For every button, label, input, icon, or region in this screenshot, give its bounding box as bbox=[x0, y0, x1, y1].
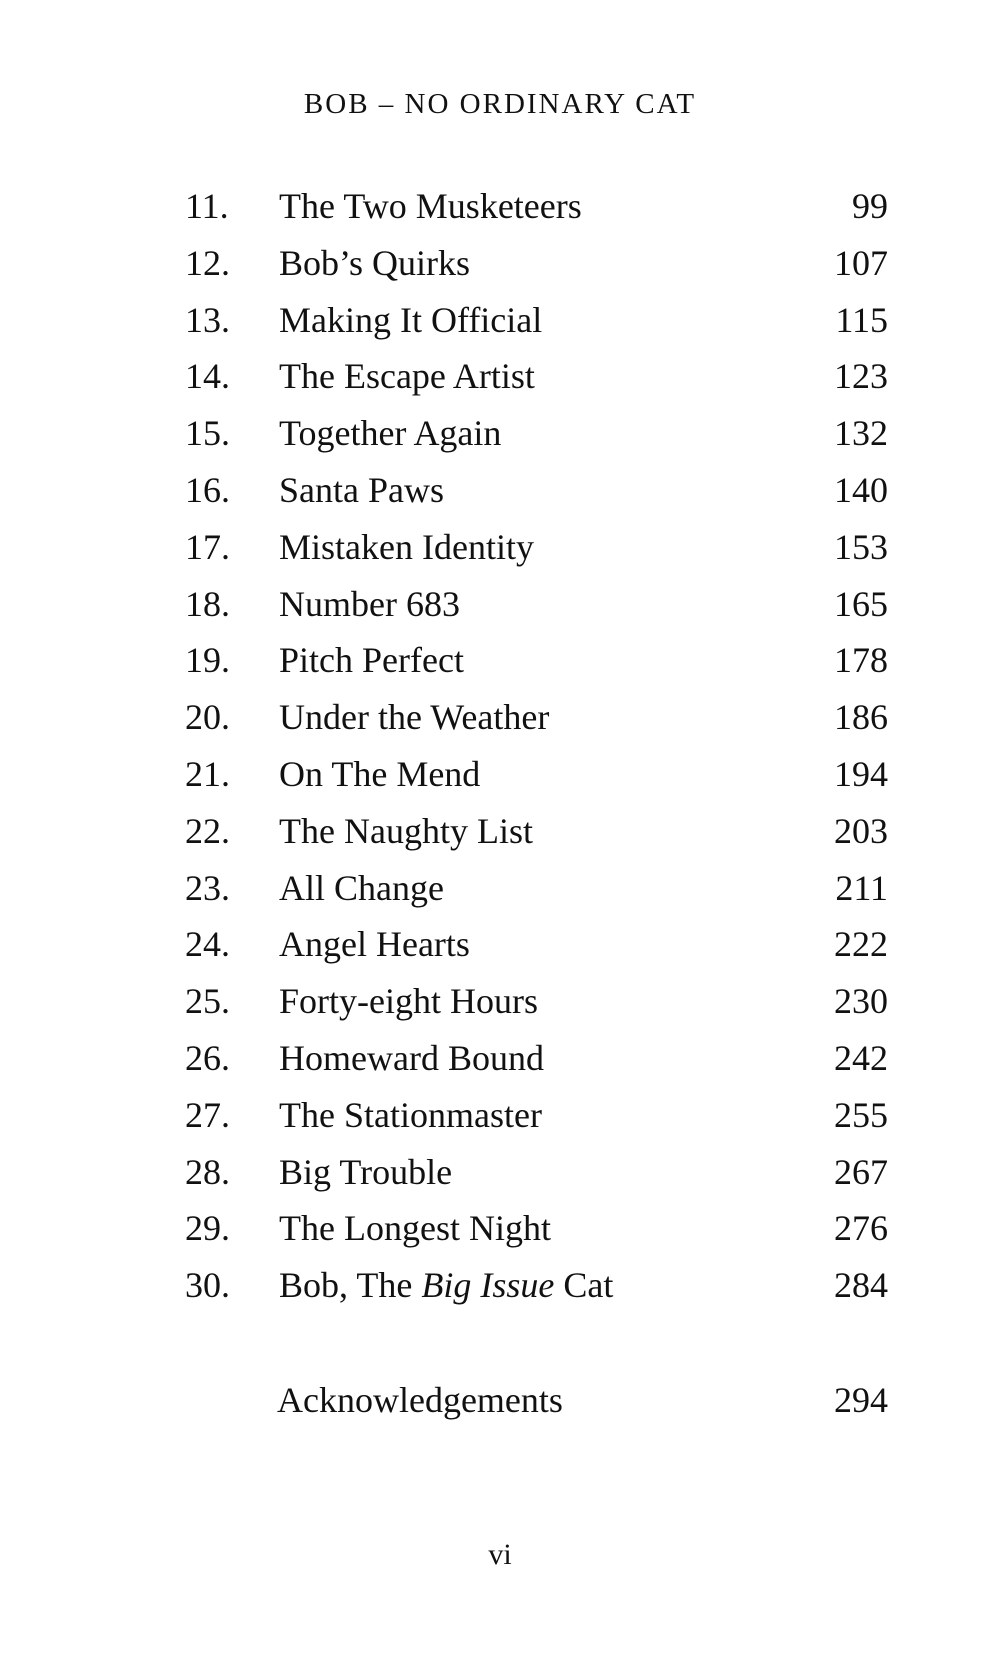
chapter-title: The Stationmaster bbox=[279, 1094, 542, 1135]
page-number: 107 bbox=[834, 242, 888, 283]
chapter-title: Under the Weather bbox=[279, 697, 550, 738]
chapter-title: Bob’s Quirks bbox=[279, 242, 471, 283]
page-number: 165 bbox=[834, 583, 888, 624]
page-number: 99 bbox=[852, 186, 888, 226]
page-number: 132 bbox=[834, 413, 888, 454]
chapter-title: Santa Paws bbox=[279, 469, 444, 510]
chapter-title-suffix: Cat bbox=[554, 1265, 614, 1306]
chapter-title: Angel Hearts bbox=[279, 924, 470, 965]
toc-entry bbox=[0, 916, 1000, 973]
chapter-title: The Longest Night bbox=[279, 1208, 551, 1249]
chapter-title: Homeward Bound bbox=[279, 1037, 544, 1078]
toc-entry bbox=[0, 348, 1000, 405]
toc-entry bbox=[0, 1087, 1000, 1144]
page-number: 186 bbox=[834, 697, 888, 738]
toc-entry bbox=[0, 1030, 1000, 1087]
toc-entry bbox=[0, 1200, 1000, 1257]
toc-entry bbox=[0, 292, 1000, 349]
toc-entry bbox=[0, 519, 1000, 576]
chapter-number: 20. bbox=[185, 697, 230, 738]
chapter-number: 24. bbox=[185, 924, 230, 965]
page-number: 242 bbox=[834, 1037, 888, 1078]
chapter-title: The Escape Artist bbox=[279, 356, 535, 397]
chapter-number: 19. bbox=[185, 640, 230, 681]
acknowledgements-page-number: 294 bbox=[834, 1380, 888, 1420]
chapter-title: The Naughty List bbox=[279, 810, 533, 851]
acknowledgements-title: Acknowledgements bbox=[277, 1380, 563, 1420]
chapter-number: 11. bbox=[185, 186, 229, 226]
toc-entry bbox=[0, 746, 1000, 803]
page-number: 267 bbox=[834, 1151, 888, 1192]
toc-entry bbox=[0, 860, 1000, 917]
chapter-title-italic: Big Issue bbox=[421, 1265, 555, 1306]
page-folio: vi bbox=[488, 1538, 512, 1571]
acknowledgements-entry bbox=[0, 1372, 1000, 1428]
page-number: 194 bbox=[834, 753, 888, 794]
page-number: 230 bbox=[834, 981, 888, 1022]
chapter-number: 26. bbox=[185, 1037, 230, 1078]
toc-entry bbox=[0, 405, 1000, 462]
chapter-number: 23. bbox=[185, 867, 230, 908]
chapter-title: Number 683 bbox=[279, 583, 460, 624]
chapter-title: Making It Official bbox=[279, 299, 543, 340]
page-number: 255 bbox=[834, 1094, 888, 1135]
toc-entry bbox=[0, 462, 1000, 519]
toc-entry bbox=[0, 1144, 1000, 1201]
page-number: 276 bbox=[834, 1208, 888, 1249]
page-number: 153 bbox=[834, 526, 888, 567]
chapter-title: On The Mend bbox=[279, 753, 481, 794]
page-number: 123 bbox=[834, 356, 888, 397]
toc-entry bbox=[0, 576, 1000, 633]
toc-entry bbox=[0, 235, 1000, 292]
chapter-title: Mistaken Identity bbox=[279, 526, 534, 567]
page-number: 115 bbox=[835, 299, 888, 340]
toc-entry bbox=[0, 973, 1000, 1030]
toc-entry bbox=[0, 803, 1000, 860]
chapter-number: 12. bbox=[185, 242, 230, 283]
toc-entry bbox=[0, 178, 1000, 235]
page-number: 203 bbox=[834, 810, 888, 851]
chapter-number: 13. bbox=[185, 299, 230, 340]
chapter-title: The Two Musketeers bbox=[279, 186, 582, 226]
chapter-number: 25. bbox=[185, 981, 230, 1022]
page-number: 211 bbox=[835, 867, 888, 908]
toc-entry bbox=[0, 689, 1000, 746]
chapter-number: 21. bbox=[185, 753, 230, 794]
toc-entry bbox=[0, 1257, 1000, 1314]
chapter-number: 14. bbox=[185, 356, 230, 397]
chapter-title: Big Trouble bbox=[279, 1151, 453, 1192]
page-number: 140 bbox=[834, 469, 888, 510]
running-head: BOB – NO ORDINARY CAT bbox=[303, 88, 697, 120]
page-number: 222 bbox=[834, 924, 888, 965]
chapter-title: Together Again bbox=[279, 413, 502, 454]
table-of-contents bbox=[0, 178, 1000, 1314]
chapter-title: Forty-eight Hours bbox=[279, 981, 538, 1022]
toc-entry bbox=[0, 632, 1000, 689]
chapter-number: 16. bbox=[185, 469, 230, 510]
page-number: 284 bbox=[834, 1265, 888, 1306]
chapter-number: 28. bbox=[185, 1151, 230, 1192]
chapter-number: 18. bbox=[185, 583, 230, 624]
chapter-number: 27. bbox=[185, 1094, 230, 1135]
page-number: 178 bbox=[834, 640, 888, 681]
chapter-title-prefix: Bob, The bbox=[279, 1265, 422, 1306]
chapter-number: 22. bbox=[185, 810, 230, 851]
chapter-title: All Change bbox=[279, 867, 444, 908]
chapter-title bbox=[279, 1257, 613, 1314]
chapter-number: 17. bbox=[185, 526, 230, 567]
chapter-number: 15. bbox=[185, 413, 230, 454]
chapter-number: 29. bbox=[185, 1208, 230, 1249]
chapter-number: 30. bbox=[185, 1265, 230, 1306]
chapter-title: Pitch Perfect bbox=[279, 640, 464, 681]
